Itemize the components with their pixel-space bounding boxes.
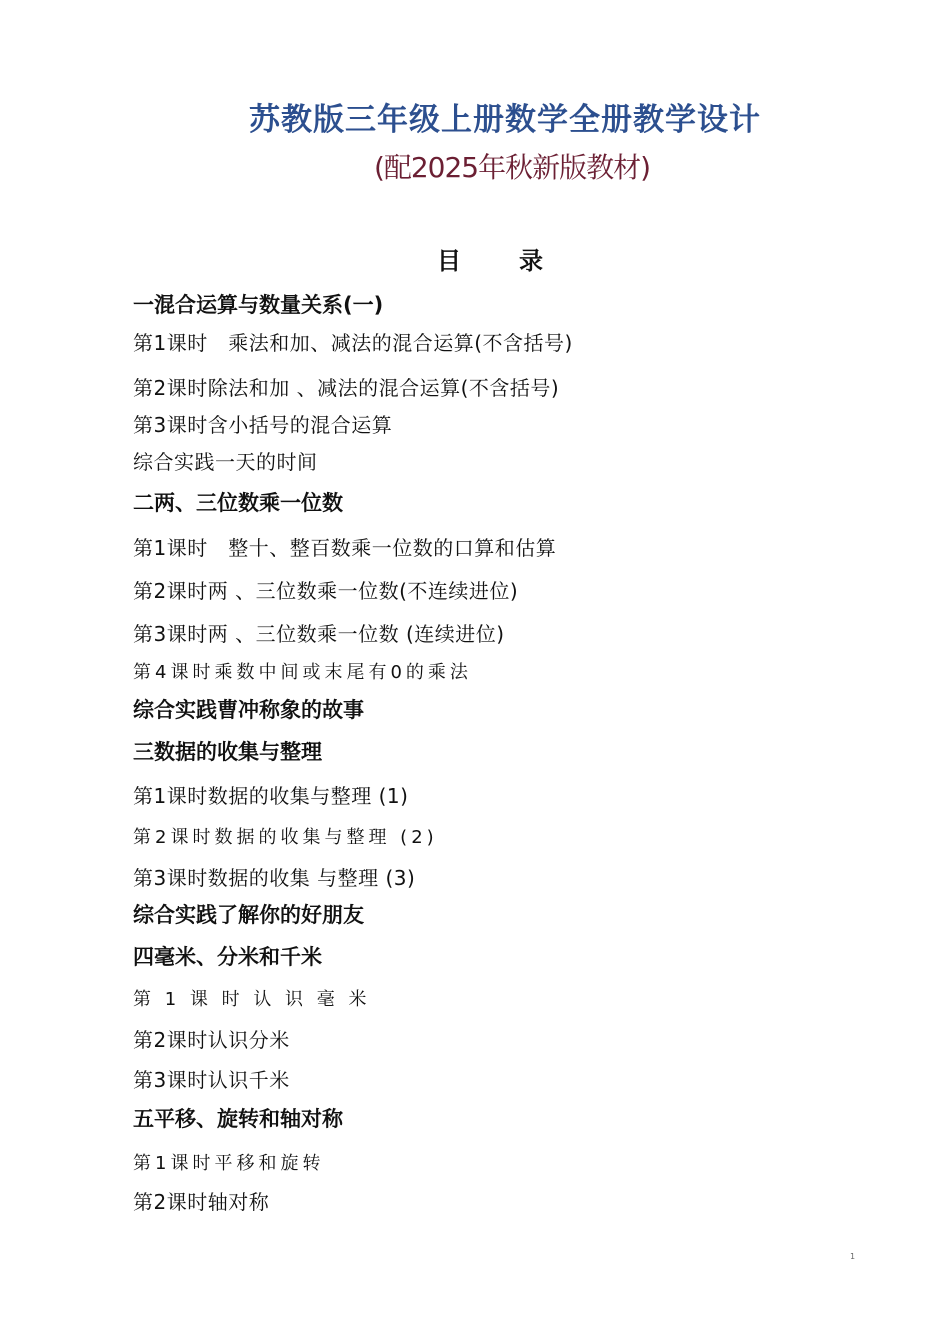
toc-lesson: 第1课时 整十、整百数乘一位数的口算和估算: [133, 536, 557, 560]
toc-section: 二两、三位数乘一位数: [133, 491, 343, 515]
toc-section: 一混合运算与数量关系(一): [133, 293, 384, 317]
toc-section: 综合实践了解你的好朋友: [133, 903, 364, 927]
toc-heading-char-2: 录: [519, 247, 543, 275]
toc-lesson: 第1课时平移和旋转: [133, 1153, 325, 1174]
toc-lesson: 第1课时 乘法和加、减法的混合运算(不含括号): [133, 331, 573, 355]
toc-lesson: 第3课时认识千米: [133, 1068, 290, 1092]
toc-heading: [0, 245, 950, 277]
toc-section: 五平移、旋转和轴对称: [133, 1107, 343, 1131]
toc-lesson: 第 1 课 时 认 识 毫 米: [133, 989, 371, 1010]
toc-section: 四毫米、分米和千米: [133, 945, 322, 969]
toc-lesson: 第1课时数据的收集与整理 (1): [133, 784, 409, 808]
document-title: 苏教版三年级上册数学全册教学设计: [249, 102, 761, 138]
toc-lesson: 第3课时含小括号的混合运算: [133, 413, 393, 437]
toc-section: 综合实践曹冲称象的故事: [133, 698, 364, 722]
toc-section: 三数据的收集与整理: [133, 740, 322, 764]
document-subtitle: (配2025年秋新版教材): [373, 151, 651, 184]
toc-lesson: 第2课时除法和加 、减法的混合运算(不含括号): [133, 376, 560, 400]
toc-lesson: 第2课时认识分米: [133, 1028, 290, 1052]
toc-lesson: 综合实践一天的时间: [133, 450, 318, 474]
page-number: 1: [850, 1252, 856, 1261]
toc-lesson: 第4课时乘数中间或末尾有0的乘法: [133, 662, 472, 683]
toc-lesson: 第2课时轴对称: [133, 1190, 270, 1214]
toc-lesson: 第3课时数据的收集 与整理 (3): [133, 866, 416, 890]
toc-lesson: 第3课时两 、三位数乘一位数 (连续进位): [133, 622, 505, 646]
toc-lesson: 第2课时两 、三位数乘一位数(不连续进位): [133, 579, 519, 603]
toc-heading-char-1: 目: [437, 247, 461, 275]
toc-lesson: 第2课时数据的收集与整理 (2): [133, 827, 438, 848]
